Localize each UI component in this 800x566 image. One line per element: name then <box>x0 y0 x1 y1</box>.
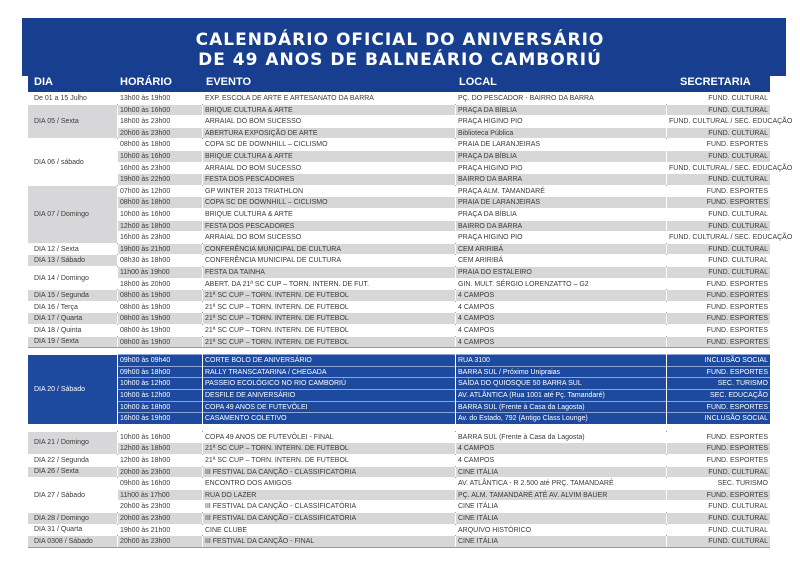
table-row <box>28 127 770 139</box>
horario-cell: 13h00 às 19h00 <box>118 92 202 104</box>
title-line-1: CALENDÁRIO OFICIAL DO ANIVERSÁRIO <box>195 30 605 50</box>
evento-cell: 21ª SC CUP – TORN. INTERN. DE FUTEBOL <box>203 324 455 336</box>
secretaria-cell: INCLUSÃO SOCIAL <box>667 412 770 424</box>
day-cell: DIA 17 / Quarta <box>28 312 117 324</box>
local-cell: PÇ. DO PESCADOR - BAIRRO DA BARRA <box>456 92 666 104</box>
table-row <box>28 231 793 243</box>
table-row <box>28 196 770 208</box>
local-cell: ARQUIVO HISTÓRICO <box>456 524 666 536</box>
table-row <box>28 535 770 547</box>
table-row <box>28 324 770 336</box>
local-cell: BARRA SUL / Próximo Unipraias <box>456 366 666 378</box>
day-cell: DIA 19 / Sexta <box>28 336 117 348</box>
secretaria-cell: FUND. ESPORTES <box>667 442 770 454</box>
horario-cell: 10h00 às 12h00 <box>118 377 202 389</box>
evento-cell: EXP. ESCOLA DE ARTE E ARTESANATO DA BARRA <box>203 92 455 104</box>
evento-cell: PASSEIO ECOLÓGICO NO RIO CAMBORIÚ <box>203 377 455 389</box>
day-cell: DIA 07 / Domingo <box>28 185 117 243</box>
table-row <box>28 477 770 489</box>
evento-cell: III FESTIVAL DA CANÇÃO - CLASSIFICATÓRIA <box>203 466 455 478</box>
table-row <box>28 162 793 174</box>
secretaria-cell: FUND. CULTURAL <box>667 104 770 116</box>
evento-cell: RALLY TRANSCATARINA / CHEGADA <box>203 366 455 378</box>
table-row <box>28 412 770 424</box>
evento-cell: BRIQUE CULTURA & ARTE <box>203 104 455 116</box>
evento-cell: RUA DO LAZER <box>203 489 455 501</box>
secretaria-cell: FUND. CULTURAL <box>667 173 770 185</box>
evento-cell: ENCONTRO DOS AMIGOS <box>203 477 455 489</box>
horario-cell: 08h30 às 18h00 <box>118 254 202 266</box>
table-row <box>28 185 770 197</box>
day-cell: DIA 22 / Segunda <box>28 454 117 466</box>
day-cell: DIA 31 / Quarta <box>28 524 117 536</box>
evento-cell: III FESTIVAL DA CANÇÃO - CLASSIFICATÓRIA <box>203 512 455 524</box>
local-cell: Biblioteca Pública <box>456 127 666 139</box>
horario-cell: 20h00 às 23h00 <box>118 466 202 478</box>
table-row <box>28 489 770 501</box>
evento-cell: 21ª SC CUP – TORN. INTERN. DE FUTEBOL <box>203 312 455 324</box>
evento-cell: BRIQUE CULTURA & ARTE <box>203 208 455 220</box>
table-row <box>28 92 770 104</box>
header-dia: DIA <box>34 76 53 88</box>
local-cell: BARRA SUL (Frente à Casa da Lagosta) <box>456 401 666 413</box>
horario-cell: 08h00 às 19h00 <box>118 301 202 313</box>
evento-cell: COPA SC DE DOWNHILL – CICLISMO <box>203 196 455 208</box>
secretaria-cell: FUND. CULTURAL <box>667 150 770 162</box>
horario-cell: 20h00 às 23h00 <box>118 127 202 139</box>
evento-cell: ABERT. DA 21ª SC CUP – TORN. INTERN. DE FUT. <box>203 278 455 290</box>
evento-cell: CORTE BOLO DE ANIVERSÁRIO <box>203 354 455 366</box>
horario-cell: 08h00 às 18h00 <box>118 196 202 208</box>
table-row <box>28 266 770 278</box>
local-cell: AV. ATLÂNTICA - R 2.500 até PRÇ. TAMANDARÉ <box>456 477 666 489</box>
horario-cell: 16h00 às 23h00 <box>118 231 202 243</box>
evento-cell: ARRAIAL DO BOM SUCESSO <box>203 115 455 127</box>
secretaria-cell: FUND. CULTURAL <box>667 243 770 255</box>
secretaria-cell: SEC. TURISMO <box>667 477 770 489</box>
local-cell: PRAÇA DA BÍBLIA <box>456 104 666 116</box>
local-cell: 4 CAMPOS <box>456 289 666 301</box>
group-divider <box>28 547 770 548</box>
local-cell: 4 CAMPOS <box>456 312 666 324</box>
local-cell: CINE ITÁLIA <box>456 500 666 512</box>
horario-cell: 08h00 às 18h00 <box>118 138 202 150</box>
table-row <box>28 243 770 255</box>
table-row <box>28 500 770 512</box>
day-cell: DIA 14 / Domingo <box>28 266 117 289</box>
table-row <box>28 115 793 127</box>
horario-cell: 11h00 às 19h00 <box>118 266 202 278</box>
day-cell: DIA 21 / Domingo <box>28 431 117 454</box>
horario-cell: 19h00 às 21h00 <box>118 243 202 255</box>
horario-cell: 10h00 às 12h00 <box>118 389 202 401</box>
table-row <box>28 138 770 150</box>
evento-cell: CASAMENTO COLETIVO <box>203 412 455 424</box>
local-cell: PÇ. ALM. TAMANDARÉ ATÉ AV. ALVIM BAUER <box>456 489 666 501</box>
table-row <box>28 104 770 116</box>
horario-cell: 08h00 às 19h00 <box>118 324 202 336</box>
header-secretaria: SECRETARIA <box>680 76 751 88</box>
secretaria-cell: FUND. ESPORTES <box>667 196 770 208</box>
evento-cell: COPA 49 ANOS DE FUTEVÔLEI - FINAL <box>203 431 455 443</box>
horario-cell: 18h00 às 23h00 <box>118 115 202 127</box>
horario-cell: 11h00 às 17h00 <box>118 489 202 501</box>
evento-cell: CONFERÊNCIA MUNICIPAL DE CULTURA <box>203 254 455 266</box>
secretaria-cell: FUND. ESPORTES <box>667 185 770 197</box>
secretaria-cell: FUND. CULTURAL <box>667 535 770 547</box>
day-cell: DIA 06 / sábado <box>28 138 117 184</box>
local-cell: BARRA SUL (Frente à Casa da Lagosta) <box>456 431 666 443</box>
horario-cell: 20h00 às 23h00 <box>118 535 202 547</box>
horario-cell: 19h00 às 21h00 <box>118 524 202 536</box>
local-cell: PRAÇA HIGINO PIO <box>456 162 666 174</box>
evento-cell: 21ª SC CUP – TORN. INTERN. DE FUTEBOL <box>203 336 455 348</box>
table-header <box>28 75 770 92</box>
local-cell: SAÍDA DO QUIOSQUE 50 BARRA SUL <box>456 377 666 389</box>
table-row <box>28 454 770 466</box>
horario-cell: 12h00 às 18h00 <box>118 454 202 466</box>
evento-cell: DESFILE DE ANIVERSÁRIO <box>203 389 455 401</box>
day-cell: DIA 27 / Sábado <box>28 477 117 512</box>
header-evento: EVENTO <box>206 76 252 88</box>
table-row <box>28 354 770 366</box>
table-row <box>28 254 770 266</box>
secretaria-cell: FUND. ESPORTES <box>667 366 770 378</box>
horario-cell: 16h00 às 23h00 <box>118 162 202 174</box>
local-cell: PRAÇA HIGINO PIO <box>456 231 666 243</box>
horario-cell: 09h00 às 09h40 <box>118 354 202 366</box>
secretaria-cell: FUND. CULTURAL <box>667 127 770 139</box>
table-row <box>28 208 770 220</box>
day-cell: DIA 20 / Sábado <box>28 354 117 424</box>
local-cell: PRAIA DE LARANJEIRAS <box>456 196 666 208</box>
evento-cell: COPA SC DE DOWNHILL – CICLISMO <box>203 138 455 150</box>
secretaria-cell: FUND. CULTURAL <box>667 266 770 278</box>
local-cell: PRAÇA HIGINO PIO <box>456 115 666 127</box>
horario-cell: 19h00 às 22h00 <box>118 173 202 185</box>
table-row <box>28 312 770 324</box>
horario-cell: 20h00 às 23h00 <box>118 512 202 524</box>
evento-cell: COPA 49 ANOS DE FUTEVÔLEI <box>203 401 455 413</box>
local-cell: CEM ARIRIBÁ <box>456 243 666 255</box>
local-cell: PRAÇA DA BÍBLIA <box>456 150 666 162</box>
evento-cell: ARRAIAL DO BOM SUCESSO <box>203 162 455 174</box>
horario-cell: 07h00 às 12h00 <box>118 185 202 197</box>
day-cell: De 01 a 15 Julho <box>28 92 117 104</box>
horario-cell: 16h00 às 19h00 <box>118 412 202 424</box>
secretaria-cell: FUND. CULTURAL / SEC. EDUCAÇÃO <box>667 162 770 174</box>
evento-cell: FESTA DA TAINHA <box>203 266 455 278</box>
local-cell: Av. do Estado, 792 (Antigo Class Lounge) <box>456 412 666 424</box>
day-cell: DIA 12 / Sexta <box>28 243 117 255</box>
secretaria-cell: FUND. CULTURAL <box>667 466 770 478</box>
horario-cell: 10h00 às 16h00 <box>118 104 202 116</box>
horario-cell: 10h00 às 16h00 <box>118 431 202 443</box>
day-cell: DIA 26 / Sexta <box>28 466 117 478</box>
evento-cell: FESTA DOS PESCADORES <box>203 220 455 232</box>
horario-cell: 10h00 às 18h00 <box>118 401 202 413</box>
table-row <box>28 389 770 401</box>
secretaria-cell: FUND. CULTURAL <box>667 208 770 220</box>
local-cell: BAIRRO DA BARRA <box>456 173 666 185</box>
evento-cell: 21ª SC CUP – TORN. INTERN. DE FUTEBOL <box>203 289 455 301</box>
day-cell: DIA 16 / Terça <box>28 301 117 313</box>
local-cell: CEM ARIRIBÁ <box>456 254 666 266</box>
schedule-table <box>28 92 793 557</box>
table-row <box>28 289 770 301</box>
table-row <box>28 442 770 454</box>
horario-cell: 09h00 às 16h00 <box>118 477 202 489</box>
evento-cell: III FESTIVAL DA CANÇÃO - FINAL <box>203 535 455 547</box>
local-cell: BAIRRO DA BARRA <box>456 220 666 232</box>
local-cell: PRAÇA ALM. TAMANDARÉ <box>456 185 666 197</box>
secretaria-cell: INCLUSÃO SOCIAL <box>667 354 770 366</box>
secretaria-cell: FUND. CULTURAL <box>667 220 770 232</box>
horario-cell: 20h00 às 23h00 <box>118 500 202 512</box>
table-row <box>28 377 770 389</box>
local-cell: 4 CAMPOS <box>456 324 666 336</box>
day-cell: DIA 28 / Domingo <box>28 512 117 524</box>
day-cell: DIA 0308 / Sábado <box>28 535 117 547</box>
evento-cell: 21ª SC CUP – TORN. INTERN. DE FUTEBOL <box>203 301 455 313</box>
table-row <box>28 173 770 185</box>
horario-cell: 08h00 às 19h00 <box>118 312 202 324</box>
table-row <box>28 524 770 536</box>
evento-cell: 21ª SC CUP – TORN. INTERN. DE FUTEBOL <box>203 442 455 454</box>
table-row <box>28 336 770 348</box>
local-cell: AV. ATLÂNTICA (Rua 1001 até Pç. Tamandaré) <box>456 389 666 401</box>
table-row <box>28 366 770 378</box>
secretaria-cell: FUND. ESPORTES <box>667 489 770 501</box>
secretaria-cell: FUND. CULTURAL <box>667 512 770 524</box>
evento-cell: ARRAIAL DO BOM SUCESSO <box>203 231 455 243</box>
secretaria-cell: SEC. TURISMO <box>667 377 770 389</box>
evento-cell: BRIQUE CULTURA & ARTE <box>203 150 455 162</box>
secretaria-cell: FUND. ESPORTES <box>667 336 770 348</box>
table-row <box>28 512 770 524</box>
horario-cell: 10h00 às 16h00 <box>118 150 202 162</box>
table-row <box>28 301 770 313</box>
secretaria-cell: FUND. ESPORTES <box>667 324 770 336</box>
local-cell: 4 CAMPOS <box>456 336 666 348</box>
evento-cell: CONFERÊNCIA MUNICIPAL DE CULTURA <box>203 243 455 255</box>
secretaria-cell: FUND. ESPORTES <box>667 431 770 443</box>
evento-cell: FESTA DOS PESCADORES <box>203 173 455 185</box>
secretaria-cell: FUND. ESPORTES <box>667 289 770 301</box>
evento-cell: CINE CLUBE <box>203 524 455 536</box>
header-local: LOCAL <box>459 76 497 88</box>
horario-cell: 08h00 às 19h00 <box>118 336 202 348</box>
secretaria-cell: FUND. ESPORTES <box>667 401 770 413</box>
local-cell: CINE ITÁLIA <box>456 512 666 524</box>
local-cell: CINE ITÁLIA <box>456 466 666 478</box>
secretaria-cell: FUND. CULTURAL / SEC. EDUCAÇÃO <box>667 115 770 127</box>
secretaria-cell: FUND. CULTURAL <box>667 254 770 266</box>
local-cell: 4 CAMPOS <box>456 301 666 313</box>
local-cell: 4 CAMPOS <box>456 454 666 466</box>
table-row <box>28 150 770 162</box>
evento-cell: III FESTIVAL DA CANÇÃO - CLASSIFICATÓRIA <box>203 500 455 512</box>
local-cell: PRAIA DO ESTALEIRO <box>456 266 666 278</box>
secretaria-cell: FUND. CULTURAL <box>667 500 770 512</box>
secretaria-cell: SEC. EDUCAÇÃO <box>667 389 770 401</box>
horario-cell: 12h00 às 18h00 <box>118 442 202 454</box>
horario-cell: 09h00 às 18h00 <box>118 366 202 378</box>
table-row <box>28 466 770 478</box>
table-row <box>28 401 770 413</box>
day-cell: DIA 18 / Quinta <box>28 324 117 336</box>
table-row <box>28 278 770 290</box>
secretaria-cell: FUND. CULTURAL <box>667 524 770 536</box>
secretaria-cell: FUND. ESPORTES <box>667 454 770 466</box>
horario-cell: 12h00 às 18h00 <box>118 220 202 232</box>
horario-cell: 08h00 às 19h00 <box>118 289 202 301</box>
day-cell: DIA 05 / Sexta <box>28 104 117 139</box>
local-cell: 4 CAMPOS <box>456 442 666 454</box>
secretaria-cell: FUND. CULTURAL / SEC. EDUCAÇÃO <box>667 231 770 243</box>
local-cell: PRAÇA DA BÍBLIA <box>456 208 666 220</box>
local-cell: RUA 3100 <box>456 354 666 366</box>
title-line-2: DE 49 ANOS DE BALNEÁRIO CAMBORIÚ <box>198 50 602 70</box>
secretaria-cell: FUND. ESPORTES <box>667 138 770 150</box>
day-cell: DIA 15 / Segunda <box>28 289 117 301</box>
evento-cell: GP WINTER 2013 TRIATHLON <box>203 185 455 197</box>
secretaria-cell: FUND. ESPORTES <box>667 312 770 324</box>
group-divider <box>28 347 770 348</box>
local-cell: CINE ITÁLIA <box>456 535 666 547</box>
day-cell: DIA 13 / Sábado <box>28 254 117 266</box>
secretaria-cell: FUND. ESPORTES <box>667 301 770 313</box>
table-row <box>28 220 770 232</box>
local-cell: GIN. MULT. SÉRGIO LORENZATTO – G2 <box>456 278 666 290</box>
header-horario: HORÁRIO <box>120 76 172 88</box>
local-cell: PRAIA DE LARANJEIRAS <box>456 138 666 150</box>
table-row <box>28 431 770 443</box>
secretaria-cell: FUND. CULTURAL <box>667 92 770 104</box>
evento-cell: ABERTURA EXPOSIÇÃO DE ARTE <box>203 127 455 139</box>
evento-cell: 21ª SC CUP – TORN. INTERN. DE FUTEBOL <box>203 454 455 466</box>
secretaria-cell: FUND. ESPORTES <box>667 278 770 290</box>
horario-cell: 10h00 às 16h00 <box>118 208 202 220</box>
horario-cell: 18h00 às 20h00 <box>118 278 202 290</box>
